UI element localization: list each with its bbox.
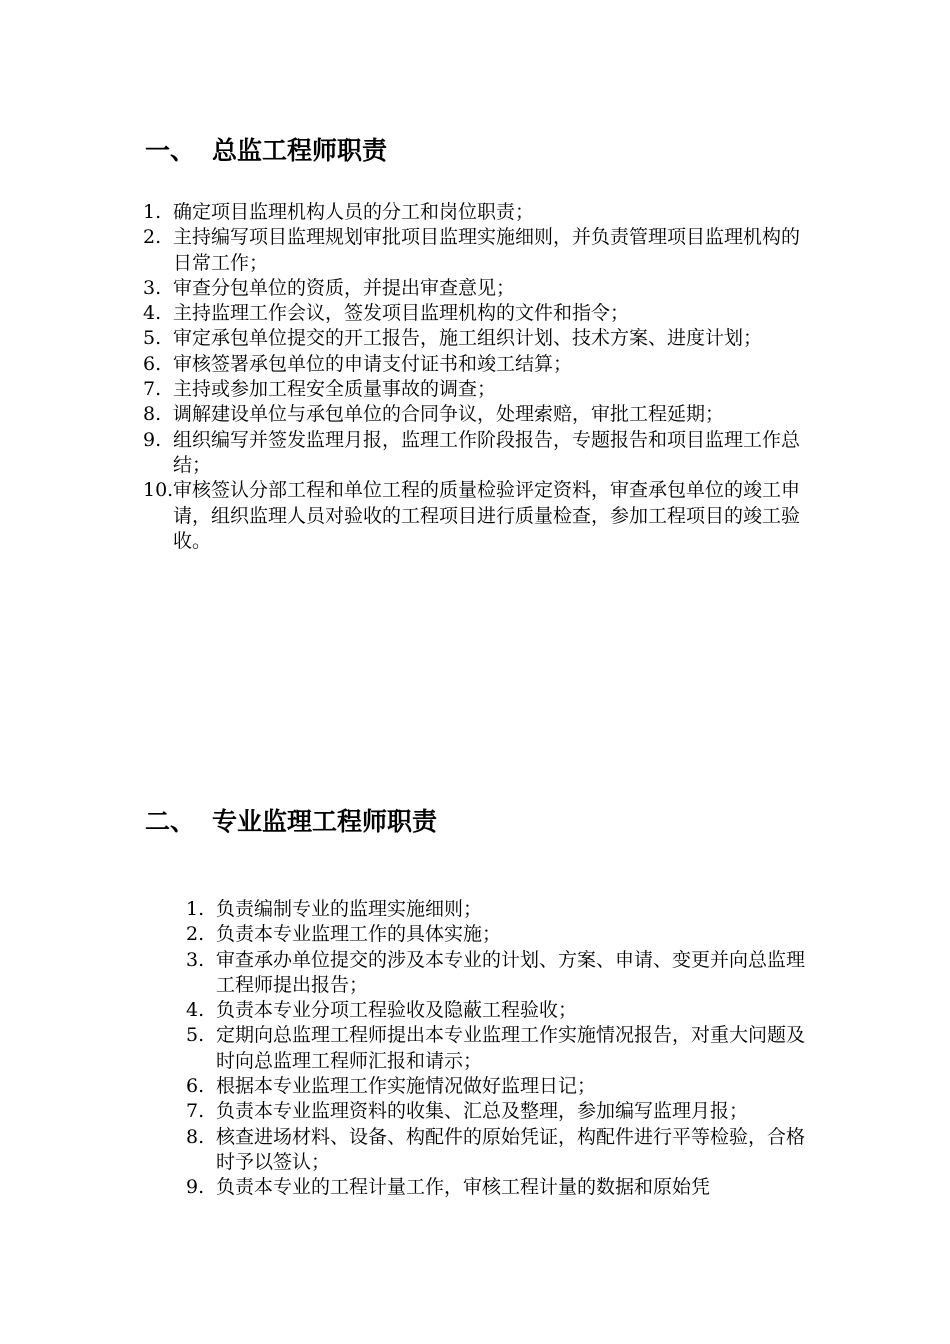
item-number: 2.	[186, 923, 205, 946]
item-number: 9.	[186, 1176, 205, 1199]
item-text: 组织编写并签发监理月报，监理工作阶段报告，专题报告和项目监理工作总结；	[173, 428, 801, 476]
item-number: 6.	[143, 352, 162, 375]
section-1-heading	[145, 136, 387, 166]
section-2-list	[186, 897, 811, 1201]
list-item	[186, 1125, 811, 1176]
item-number: 2.	[143, 226, 162, 249]
item-text: 审核签认分部工程和单位工程的质量检验评定资料，审查承包单位的竣工申请，组织监理人员对验收的工程项目进行质量检查，参加工程项目的竣工验收。	[173, 479, 801, 552]
item-number: 8.	[143, 403, 162, 426]
item-text: 负责编制专业的监理实施细则；	[216, 898, 483, 920]
item-number: 5.	[143, 327, 162, 350]
item-number: 10.	[143, 479, 174, 502]
list-item	[143, 428, 811, 479]
item-number: 1.	[186, 898, 205, 920]
item-number: 7.	[186, 1100, 205, 1123]
item-number: 4.	[186, 999, 205, 1022]
list-item	[186, 1175, 811, 1200]
item-text: 负责本专业分项工程验收及隐蔽工程验收；	[216, 999, 578, 1022]
item-number: 5.	[186, 1024, 205, 1047]
item-text: 主持编写项目监理规划审批项目监理实施细则，并负责管理项目监理机构的日常工作；	[173, 226, 801, 274]
item-text: 定期向总监理工程师提出本专业监理工作实施情况报告，对重大问题及时向总监理工程师汇报和请示；	[216, 1024, 806, 1072]
list-item	[186, 897, 811, 922]
item-text: 核查进场材料、设备、构配件的原始凭证，构配件进行平等检验，合格时予以签认；	[216, 1125, 806, 1173]
item-number: 3.	[186, 948, 205, 971]
item-text: 审核签署承包单位的申请支付证书和竣工结算；	[173, 352, 573, 375]
list-item	[186, 922, 811, 947]
list-item	[143, 352, 811, 377]
section-2-number: 二、	[145, 807, 196, 836]
item-number: 8.	[186, 1125, 205, 1148]
list-item	[143, 200, 811, 225]
item-text: 调解建设单位与承包单位的合同争议，处理索赔，审批工程延期；	[173, 403, 725, 426]
section-1-list	[143, 200, 811, 554]
item-number: 9.	[143, 428, 162, 451]
item-text: 审查承办单位提交的涉及本专业的计划、方案、申请、变更并向总监理工程师提出报告；	[216, 948, 806, 996]
item-text: 负责本专业监理工作的具体实施；	[216, 923, 502, 946]
list-item	[143, 301, 811, 326]
item-text: 负责本专业监理资料的收集、汇总及整理，参加编写监理月报；	[216, 1100, 749, 1123]
list-item	[186, 1023, 811, 1074]
item-number: 7.	[143, 378, 162, 401]
item-text: 负责本专业的工程计量工作，审核工程计量的数据和原始凭	[216, 1176, 711, 1199]
list-item	[186, 948, 811, 999]
section-2-heading	[145, 807, 437, 837]
section-2-title: 专业监理工程师职责	[212, 807, 438, 836]
list-item	[143, 276, 811, 301]
list-item	[143, 225, 811, 276]
list-item	[143, 326, 811, 351]
item-number: 1.	[143, 201, 162, 223]
item-text: 主持监理工作会议，签发项目监理机构的文件和指令；	[173, 302, 630, 325]
item-text: 主持或参加工程安全质量事故的调查；	[173, 378, 497, 401]
section-1-number: 一、	[145, 136, 196, 165]
item-text: 审查分包单位的资质，并提出审查意见；	[173, 276, 516, 299]
item-text: 根据本专业监理工作实施情况做好监理日记；	[216, 1075, 597, 1098]
list-item	[143, 402, 811, 427]
list-item	[186, 998, 811, 1023]
item-number: 4.	[143, 302, 162, 325]
list-item	[186, 1074, 811, 1099]
item-text: 确定项目监理机构人员的分工和岗位职责；	[173, 201, 535, 223]
item-number: 6.	[186, 1075, 205, 1098]
list-item	[143, 478, 811, 554]
item-text: 审定承包单位提交的开工报告，施工组织计划、技术方案、进度计划；	[173, 327, 763, 350]
item-number: 3.	[143, 276, 162, 299]
list-item	[143, 377, 811, 402]
section-1-title: 总监工程师职责	[212, 136, 388, 165]
list-item	[186, 1099, 811, 1124]
